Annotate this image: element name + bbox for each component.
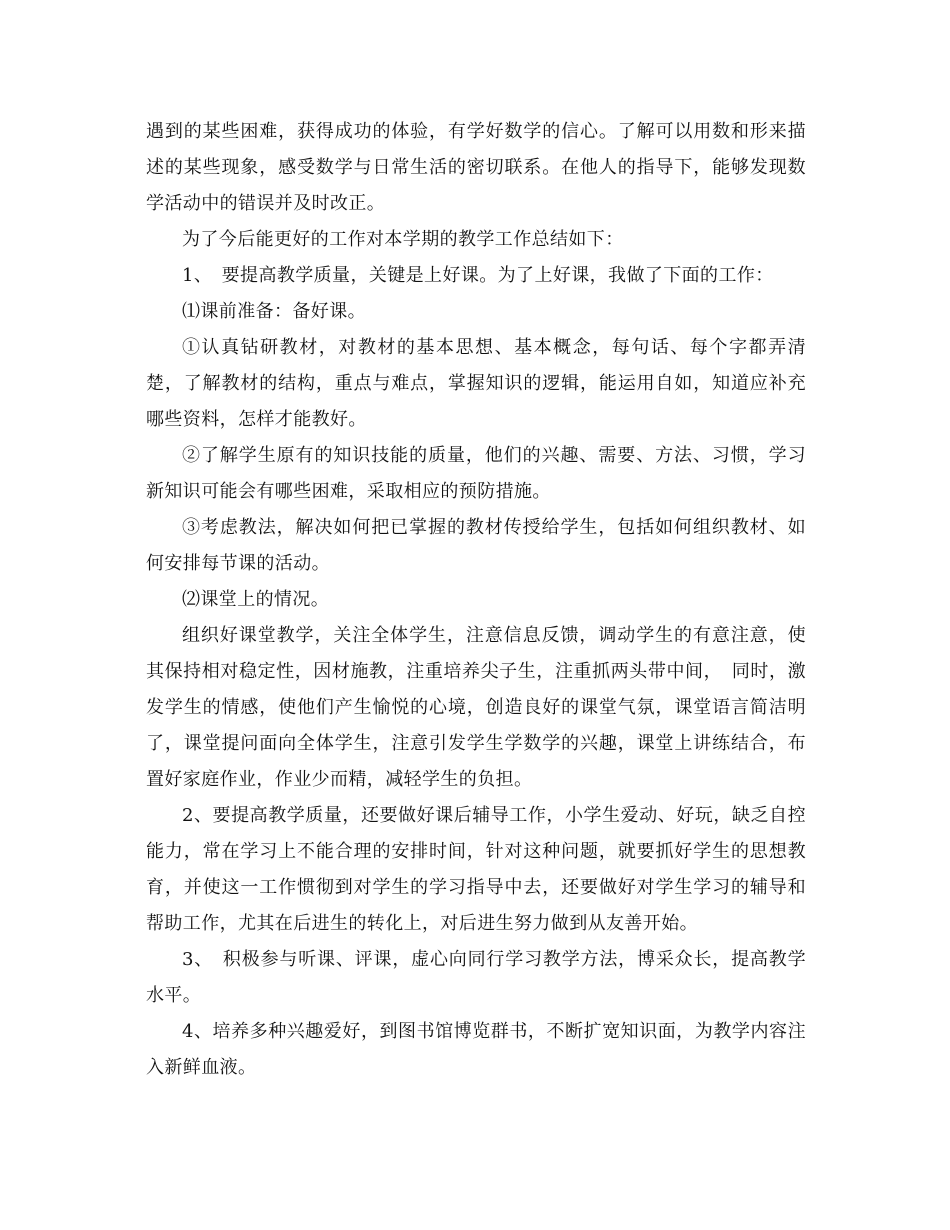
paragraph-item-2: ②了解学生原有的知识技能的质量，他们的兴趣、需要、方法、习惯，学习新知识可能会有哪些困难，采取相应的预防措施。 (146, 445, 806, 502)
paragraph-classroom-details: 组织好课堂教学，关注全体学生，注意信息反馈，调动学生的有意注意，使其保持相对稳定性，因材施教，注重培养尖子生，注重抓两头带中间， 同时，激发学生的情感，使他们产生愉悦的心境，创造良好的课堂气氛，课堂语言简洁明了，课堂提问面向全体学生，注意引发学生学数学的兴趣，课堂上讲练结合，布置好家庭作业，作业少而精，减轻学生的负担。 (146, 625, 806, 790)
paragraph-summary-intro: 为了今后能更好的工作对本学期的教学工作总结如下： (182, 229, 624, 250)
paragraph-subheading-classroom: ⑵课堂上的情况。 (182, 589, 330, 610)
paragraph-item-3: ③考虑教法，解决如何把已掌握的教材传授给学生，包括如何组织教材、如何安排每节课的活动。 (146, 517, 806, 574)
document-page (146, 114, 806, 1086)
paragraph-point-3: 3、 积极参与听课、评课，虚心向同行学习教学方法，博采众长，提高教学水平。 (146, 949, 806, 1006)
paragraph-point-1: 1、 要提高教学质量，关键是上好课。为了上好课，我做了下面的工作： (182, 265, 774, 286)
paragraph-subheading-preparation: ⑴课前准备：备好课。 (182, 301, 366, 322)
paragraph-point-2: 2、要提高教学质量，还要做好课后辅导工作，小学生爱动、好玩，缺乏自控能力，常在学习上不能合理的安排时间，针对这种问题，就要抓好学生的思想教育，并使这一工作惯彻到对学生的学习指导中去，还要做好对学生学习的辅导和帮助工作，尤其在后进生的转化上，对后进生努力做到从友善开始。 (146, 805, 806, 934)
paragraph-item-1: ①认真钻研教材，对教材的基本思想、基本概念，每句话、每个字都弄清楚，了解教材的结构，重点与难点，掌握知识的逻辑，能运用自如，知道应补充哪些资料，怎样才能教好。 (146, 337, 806, 430)
paragraph-continuation: 遇到的某些困难，获得成功的体验，有学好数学的信心。了解可以用数和形来描述的某些现象，感受数学与日常生活的密切联系。在他人的指导下，能够发现数学活动中的错误并及时改正。 (146, 121, 806, 214)
paragraph-point-4: 4、培养多种兴趣爱好，到图书馆博览群书，不断扩宽知识面，为教学内容注入新鲜血液。 (146, 1021, 806, 1078)
